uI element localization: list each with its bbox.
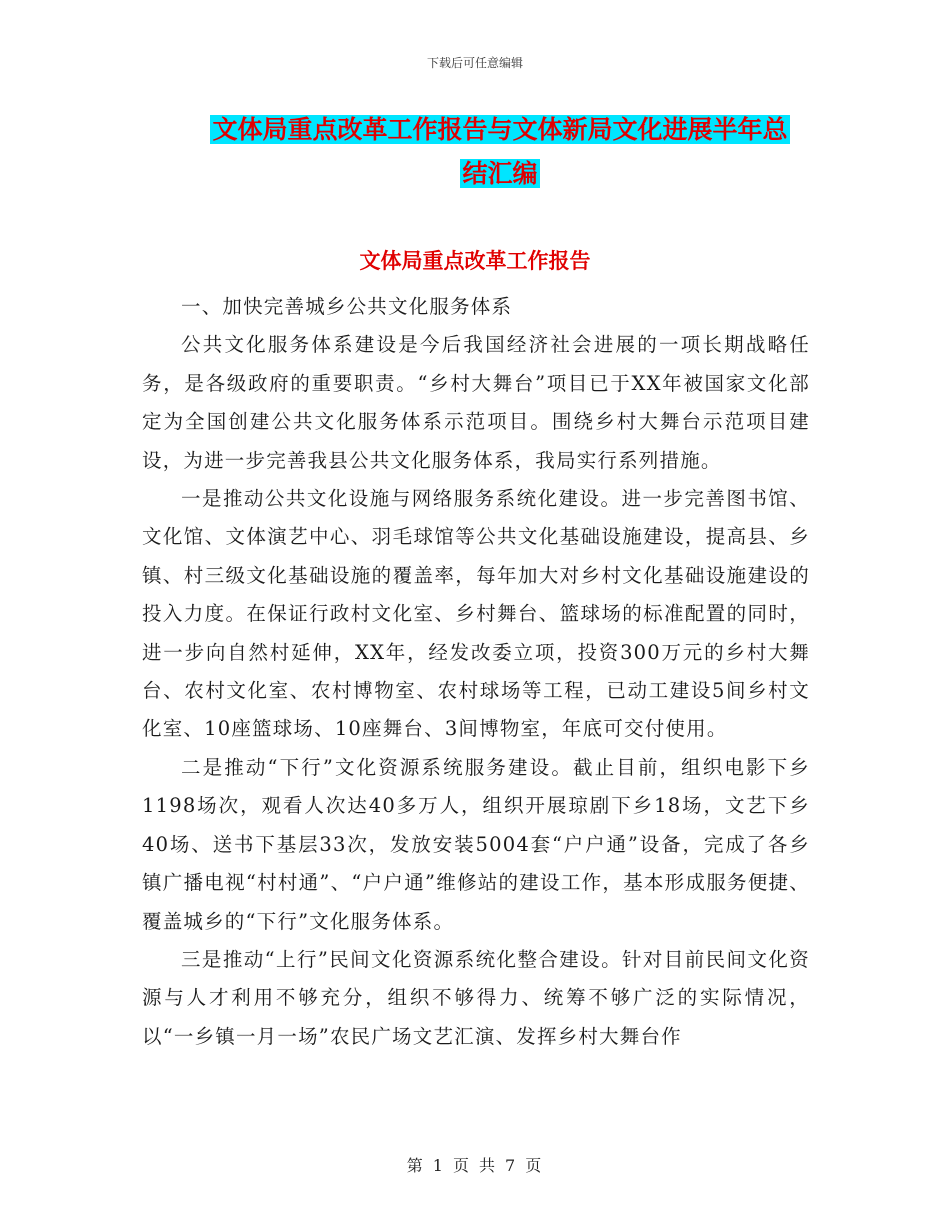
footer-label-mid: 页 xyxy=(452,1156,471,1175)
header-note: 下载后可任意编辑 xyxy=(426,56,523,70)
footer-label-post: 页 xyxy=(525,1156,544,1175)
paragraph: 公共文化服务体系建设是今后我国经济社会进展的一项长期战略任务，是各级政府的重要职责。“乡村大舞台”项目已于XX年被国家文化部定为全国创建公共文化服务体系示范项目。围绕乡村大舞台示范项目建设，为进一步完善我县公共文化服务体系，我局实行系列措施。 xyxy=(142,333,810,472)
paragraph: 三是推动“上行”民间文化资源系统化整合建设。针对目前民间文化资源与人才利用不够充分，组织不够得力、统筹不够广泛的实际情况，以“一乡镇一月一场”农民广场文艺汇演、发挥乡村大舞台作 xyxy=(142,947,810,1048)
page-current: 1 xyxy=(432,1156,445,1175)
page-total: 7 xyxy=(505,1156,518,1175)
paragraph: 二是推动“下行”文化资源系统服务建设。截止目前，组织电影下乡1198场次，观看人次达40多万人，组织开展琼剧下乡18场，文艺下乡40场、送书下基层33次，发放安装5004套“户户通”设备，完成了各乡镇广播电视“村村通”、“户户通”维修站的建设工作，基本形成服务便捷、覆盖城乡的“下行”文化服务体系。 xyxy=(142,755,810,933)
page-footer xyxy=(0,1153,950,1176)
paragraph: 一是推动公共文化设施与网络服务系统化建设。进一步完善图书馆、文化馆、文体演艺中心、羽毛球馆等公共文化基础设施建设，提高县、乡镇、村三级文化基础设施的覆盖率，每年加大对乡村文化基础设施建设的投入力度。在保证行政村文化室、乡村舞台、篮球场的标准配置的同时，进一步向自然村延伸，XX年，经发改委立项，投资300万元的乡村大舞台、农村文化室、农村博物室、农村球场等工程，已动工建设5间乡村文化室、10座篮球场、10座舞台、3间博物室，年底可交付使用。 xyxy=(142,487,810,741)
section-title: 文体局重点改革工作报告 xyxy=(359,249,591,273)
document-title xyxy=(140,108,860,196)
footer-label-total: 共 xyxy=(479,1156,498,1175)
footer-label-pre: 第 xyxy=(406,1156,425,1175)
body-text xyxy=(142,288,810,1056)
paragraph-heading: 一、加快完善城乡公共文化服务体系 xyxy=(181,295,513,318)
document-title-line2: 结汇编 xyxy=(462,159,538,188)
document-title-line1: 文体局重点改革工作报告与文体新局文化进展半年总 xyxy=(212,115,788,144)
